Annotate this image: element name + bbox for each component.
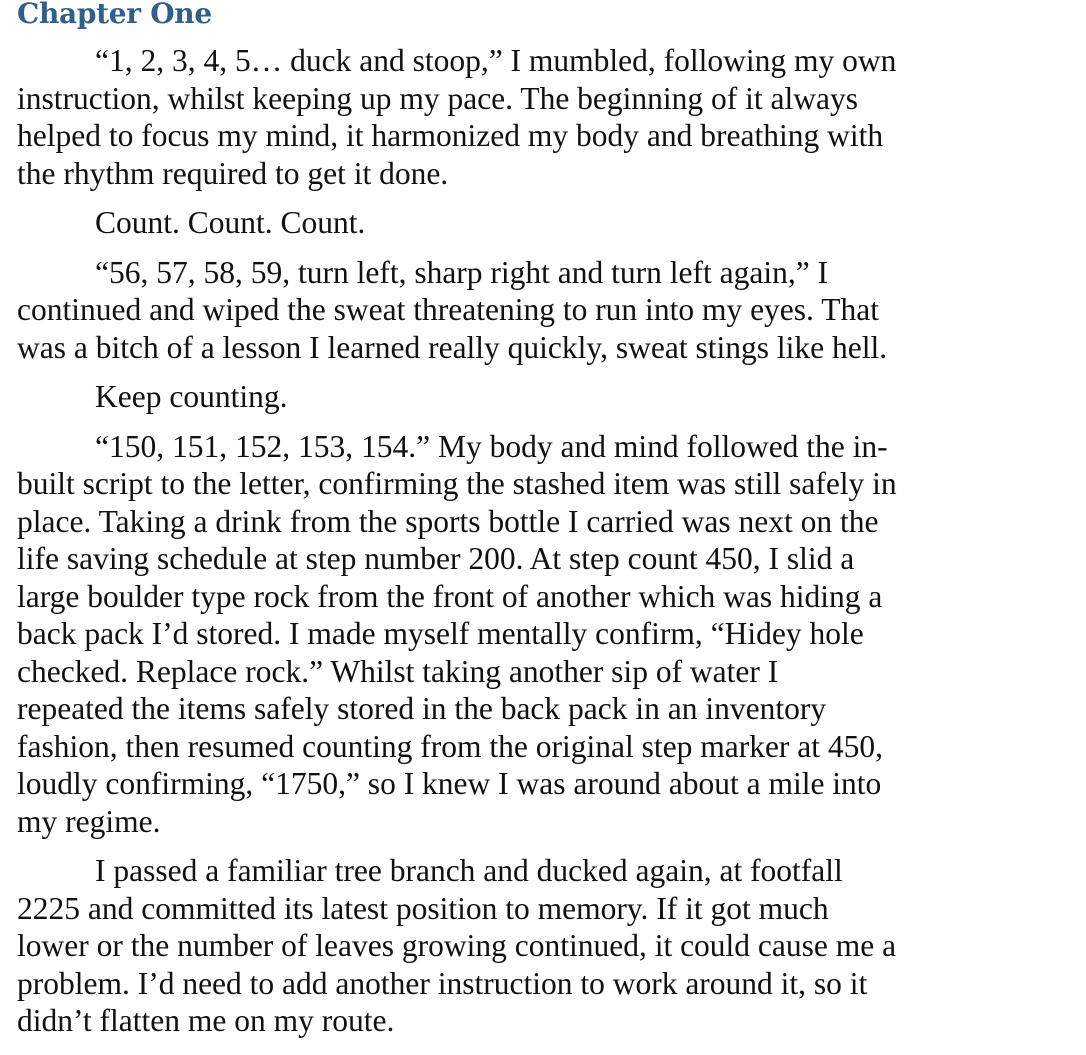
text-line: repeated the items safely stored in the back pack in an inventory (17, 691, 827, 726)
text-line: instruction, whilst keeping up my pace. The beginning of it always (17, 80, 859, 116)
text-line: problem. I’d need to add another instruction to work around it, so it (17, 965, 868, 1001)
text-line: place. Taking a drink from the sports bottle I carried was next on the (17, 503, 879, 539)
text-line: Count. Count. Count. (95, 205, 366, 240)
paragraph (17, 254, 1017, 367)
text-line: loudly confirming, “1750,” so I knew I was around about a mile into (17, 766, 882, 801)
chapter-body (17, 42, 1017, 1040)
text-line: checked. Replace rock.” Whilst taking another sip of water I (17, 653, 779, 689)
text-line: I passed a familiar tree branch and ducked again, at footfall (95, 853, 843, 888)
text-line: “150, 151, 152, 153, 154.” My body and mind followed the in- (95, 428, 888, 464)
text-line: was a bitch of a lesson I learned really quickly, sweat stings like hell. (17, 329, 888, 365)
text-line: didn’t flatten me on my route. (17, 1003, 395, 1038)
text-line: the rhythm required to get it done. (17, 155, 449, 191)
text-line: lower or the number of leaves growing continued, it could cause me a (17, 928, 897, 963)
text-line: back pack I’d stored. I made myself mentally confirm, “Hidey hole (17, 616, 864, 651)
text-line: “1, 2, 3, 4, 5… duck and stoop,” I mumbled, following my own (95, 43, 897, 78)
paragraph (17, 428, 1017, 841)
text-line: “56, 57, 58, 59, turn left, sharp right and turn left again,” I (95, 254, 829, 290)
text-line: 2225 and committed its latest position to memory. If it got much (17, 890, 829, 926)
text-line: built script to the letter, confirming the stashed item was still safely in (17, 466, 897, 501)
text-line: Keep counting. (95, 379, 288, 414)
paragraph (17, 204, 1017, 242)
chapter-title: Chapter One (17, 0, 212, 30)
text-line: fashion, then resumed counting from the original step marker at 450, (17, 728, 884, 764)
paragraph (17, 852, 1017, 1040)
document-page (17, 0, 1017, 1052)
text-line: continued and wiped the sweat threatening to run into my eyes. That (17, 292, 879, 327)
paragraph (17, 378, 1017, 416)
paragraph (17, 42, 1017, 192)
text-line: helped to focus my mind, it harmonized my body and breathing with (17, 118, 884, 153)
text-line: life saving schedule at step number 200. At step count 450, I slid a (17, 541, 855, 576)
text-line: large boulder type rock from the front of another which was hiding a (17, 578, 883, 614)
text-line: my regime. (17, 803, 161, 839)
